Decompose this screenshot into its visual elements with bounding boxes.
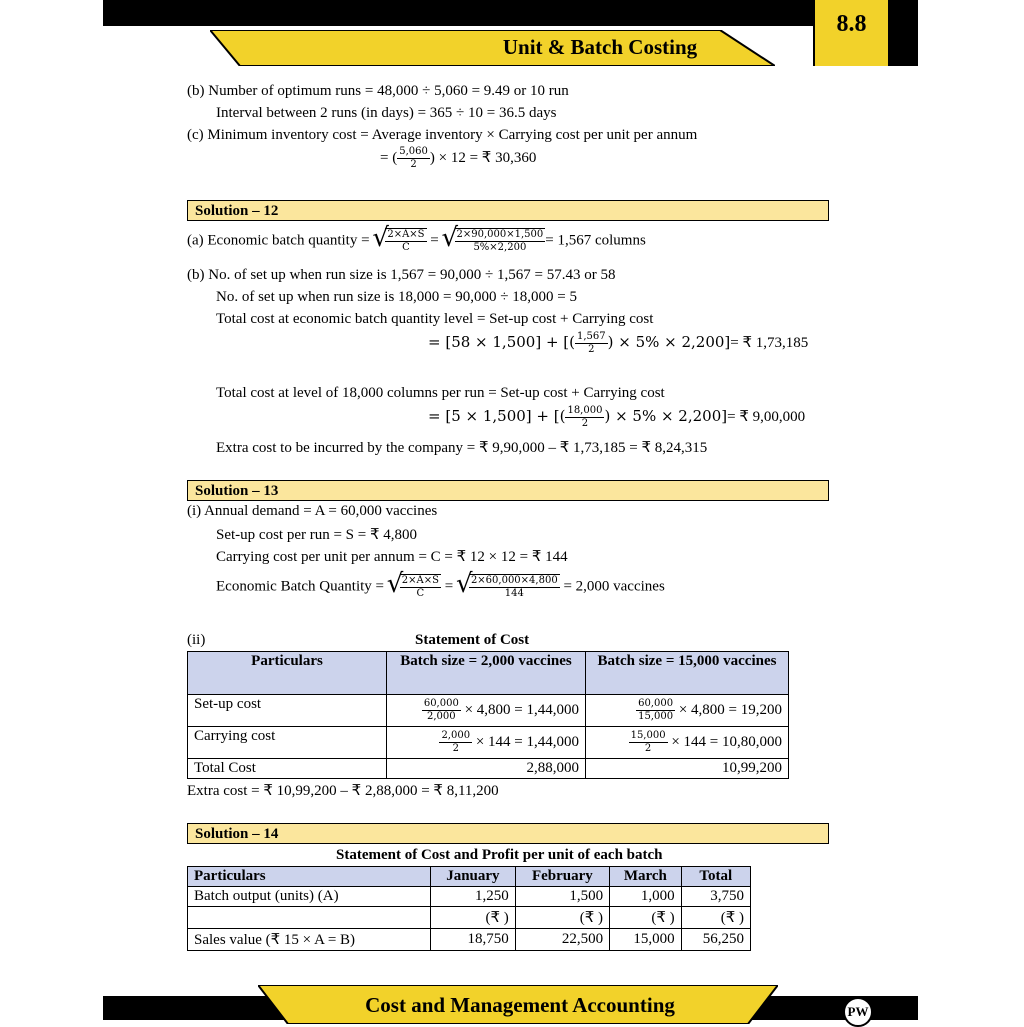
equation-line: = [58 × 1,500] + [( $\frac{1,567}{2}$ ) × 5% × 2,200]= ₹ 1,73,185 xyxy=(428,331,809,355)
col-header: February xyxy=(515,867,609,887)
table-row: Sales value (₹ 15 × A = B) 18,750 22,500 15,000 56,250 xyxy=(188,929,751,951)
text-line: No. of set up when run size is 18,000 = 90,000 ÷ 18,000 = 5 xyxy=(216,289,577,305)
ebq-line: Economic Batch Quantity = √ $\frac{2\times A\times S}{C}$ = √ $\frac{2\times 60,000\times 4,800}{144}$ = 2,000 vaccines xyxy=(216,574,665,600)
table-row: Set-up cost $\frac{60,000}{2,000}$ × 4,800 = 1,44,000 $\frac{60,000}{15,000}$ × 4,800 = 19,200 xyxy=(188,695,789,727)
col-header: Particulars xyxy=(188,867,431,887)
pw-logo-icon: PW xyxy=(843,997,873,1027)
col-header: March xyxy=(610,867,682,887)
text-line: Total cost at economic batch quantity level = Set-up cost + Carrying cost xyxy=(216,311,654,327)
solution-12-heading: Solution – 12 xyxy=(187,200,829,221)
cost-table xyxy=(187,651,789,779)
part-ii-label: (ii) xyxy=(187,632,206,648)
text-line: Total cost at level of 18,000 columns per run = Set-up cost + Carrying cost xyxy=(216,385,665,401)
col-header: January xyxy=(431,867,516,887)
text-line: (b) Number of optimum runs = 48,000 ÷ 5,060 = 9.49 or 10 run xyxy=(187,83,569,99)
text-line: (i) Annual demand = A = 60,000 vaccines xyxy=(187,503,438,519)
book-title: Cost and Management Accounting xyxy=(365,993,675,1017)
text-line: Interval between 2 runs (in days) = 365 ÷ 10 = 36.5 days xyxy=(216,105,557,121)
text-line: Extra cost = ₹ 10,99,200 – ₹ 2,88,000 = ₹ 8,11,200 xyxy=(187,783,499,799)
table-row: (₹ ) (₹ ) (₹ ) (₹ ) xyxy=(188,907,751,929)
table-row: Batch output (units) (A) 1,250 1,500 1,000 3,750 xyxy=(188,887,751,907)
sqrt-2: √ $\frac{2\times 90,000\times 1,500}{5\%\times 2,200}$ xyxy=(455,228,546,254)
text-line: (b) No. of set up when run size is 1,567 = 90,000 ÷ 1,567 = 57.43 or 58 xyxy=(187,267,616,283)
page-number: 8.8 xyxy=(836,11,867,37)
text-line: Carrying cost per unit per annum = C = ₹ 12 × 12 = ₹ 144 xyxy=(216,549,568,565)
profit-table xyxy=(187,866,751,951)
equation-line xyxy=(380,146,536,171)
equation-line: = [5 × 1,500] + [( $\frac{18,000}{2}$ ) × 5% × 2,200]= ₹ 9,00,000 xyxy=(428,405,806,429)
eq-prefix: = ( xyxy=(380,149,398,166)
chapter-title: Unit & Batch Costing xyxy=(502,35,698,59)
table-row: Carrying cost $\frac{2,000}{2}$ × 144 = 1,44,000 $\frac{15,000}{2}$ × 144 = 10,80,000 xyxy=(188,727,789,759)
text-line: Extra cost to be incurred by the company = ₹ 9,90,000 – ₹ 1,73,185 = ₹ 8,24,315 xyxy=(216,440,708,456)
text-line: (c) Minimum inventory cost = Average inventory × Carrying cost per unit per annum xyxy=(187,127,698,143)
col-header: Batch size = 2,000 vaccines xyxy=(387,652,586,695)
sqrt-1: √ $\frac{2\times A\times S}{C}$ xyxy=(385,228,426,254)
col-header: Total xyxy=(681,867,750,887)
col-header: Batch size = 15,000 vaccines xyxy=(586,652,789,695)
solution-13-heading: Solution – 13 xyxy=(187,480,829,501)
header-black-bar xyxy=(103,0,918,26)
header-right-black xyxy=(888,0,918,66)
col-header: Particulars xyxy=(188,652,387,695)
fraction: $\frac{5,060}{2}$ xyxy=(399,146,428,170)
table-row: Total Cost 2,88,000 10,99,200 xyxy=(188,759,789,779)
text-line: Set-up cost per run = S = ₹ 4,800 xyxy=(216,527,418,543)
table-title: Statement of Cost xyxy=(415,632,530,648)
table-title: Statement of Cost and Profit per unit of each batch xyxy=(336,847,663,863)
solution-14-heading: Solution – 14 xyxy=(187,823,829,844)
ebq-line: (a) Economic batch quantity = √ $\frac{2\times A\times S}{C}$ = √ $\frac{2\times 90,000\times 1,500}{5\%\times 2,200}$ = 1,567 columns xyxy=(187,228,646,254)
page-number-box xyxy=(813,0,890,66)
eq-suffix: ) × 12 = ₹ 30,360 xyxy=(429,149,537,166)
